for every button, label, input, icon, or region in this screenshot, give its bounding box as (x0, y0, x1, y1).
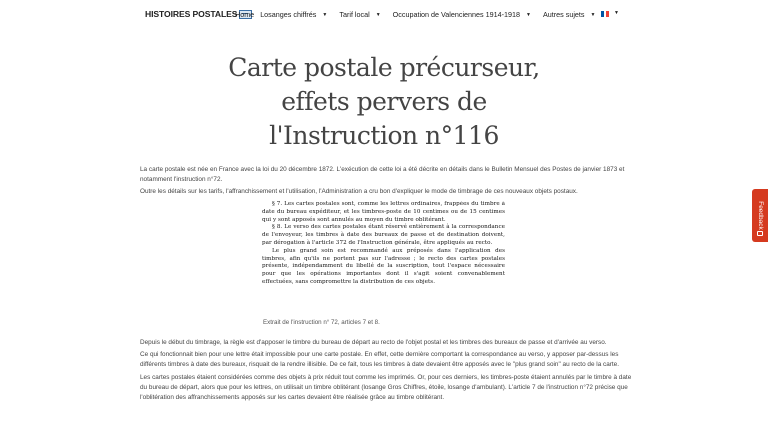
title-line-2: effets pervers de (281, 87, 487, 116)
title-line-3: l'Instruction n°116 (269, 121, 499, 150)
nav-home[interactable] (235, 10, 254, 19)
nav-losanges-chiffres[interactable] (260, 10, 327, 19)
nav-item-label[interactable]: Occupation de Valenciennes 1914-1918 (392, 10, 521, 19)
paragraph-cartes-postales: Les cartes postales étaient considérées comme des objets à prix réduit tout comme les imprimés. Or, pour ces derniers, les timbres-poste étaient annulés par le timbre à date du bureau de départ, alors que pour les lettres, on utilisait un timbre oblitérant (losange Gros Chiffres, étoile, losange d'ambulant). L'article 7 de l'instruction n°72 précise que l'oblitération des affranchissements apposés sur les cartes devaient être réalisée grâce au timbre oblitérant. (140, 374, 632, 401)
caret-down-icon[interactable]: ▼ (375, 11, 381, 18)
top-navbar (0, 0, 768, 30)
page-title (0, 51, 768, 153)
instruction-excerpt-image (262, 201, 505, 317)
feedback-icon[interactable] (757, 231, 763, 236)
feedback-label[interactable]: Feedback (756, 201, 764, 230)
excerpt-article-7: § 7. Les cartes postales sont, comme les lettres ordinaires, frappées du timbre à date du bureau expéditeur, et les timbres-poste de 10 centimes ou de 15 centimes qui y sont apposés sont annulés au moyen du timbre oblitérant. (262, 201, 505, 223)
caret-down-icon[interactable]: ▼ (322, 11, 328, 18)
nav-item-label[interactable]: Autres sujets (542, 10, 585, 19)
nav-item-label[interactable]: Losanges chiffrés (260, 10, 317, 19)
main-menu (235, 10, 607, 19)
nav-occupation-valenciennes[interactable] (393, 10, 531, 19)
paragraph-timbrage: Outre les détails sur les tarifs, l'affranchissement et l'utilisation, l'Administration a cru bon d'expliquer le mode de timbrage de ces nouveaux objets postaux. (140, 188, 578, 195)
language-caret-down-icon[interactable]: ▼ (614, 10, 619, 16)
excerpt-article-8: § 8. Le verso des cartes postales étant réservé entièrement à la correspondance de l'envoyeur, les timbres à date des bureaux de passe et de destination doivent, par dérogation à l'article 372 de l'Instruction générale, être appliqués au recto. (262, 224, 505, 246)
paragraph-regle: Depuis le début du timbrage, la règle est d'apposer le timbre du bureau de départ au recto de l'objet postal et les timbres des bureaux de passe et d'arrivée au verso. (140, 339, 607, 346)
paragraph-lettre: Ce qui fonctionnait bien pour une lettre était impossible pour une carte postale. En effet, cette dernière comportant la correspondance au verso, y apposer par-dessus les différents timbres à date des bureaux, risquait de la rendre illisible. De ce fait, tous les timbres à date devaient être apposés avec le "plus grand soin" au recto de la carte. (140, 351, 620, 368)
nav-home-label[interactable]: Home (235, 10, 255, 19)
excerpt-article-8-continued: Le plus grand soin est recommandé aux préposés dans l'application des timbres, afin qu'ils ne portent pas sur l'adresse ; le recto des cartes postales présente, indépendamment du libellé de la suscription, tout l'espace nécessaire pour que les opérations importantes dont il s'agit soient convenablement effectuées, sans compromettre la distribution de ces objets. (262, 247, 505, 285)
nav-item-label[interactable]: Tarif local (339, 10, 370, 19)
caret-down-icon[interactable]: ▼ (526, 11, 531, 18)
caret-down-icon[interactable]: ▼ (590, 11, 596, 18)
paragraph-intro: La carte postale est née en France avec la loi du 20 décembre 1872. L'exécution de cette loi a été décrite en détails dans le Bulletin Mensuel des Postes de janvier 1873 et notamment l'instruction n°72. (140, 166, 625, 183)
nav-tarif-local[interactable] (339, 10, 380, 19)
site-logo-text[interactable]: HISTOIRES POSTALES (145, 9, 238, 19)
nav-autres-sujets[interactable] (543, 10, 596, 19)
flag-stripe-red (606, 11, 609, 17)
french-flag-icon[interactable] (601, 11, 609, 17)
excerpt-caption: Extrait de l'instruction n° 72, articles 7 et 8. (263, 319, 380, 326)
feedback-tab[interactable] (752, 189, 768, 242)
title-line-1: Carte postale précurseur, (228, 53, 540, 82)
